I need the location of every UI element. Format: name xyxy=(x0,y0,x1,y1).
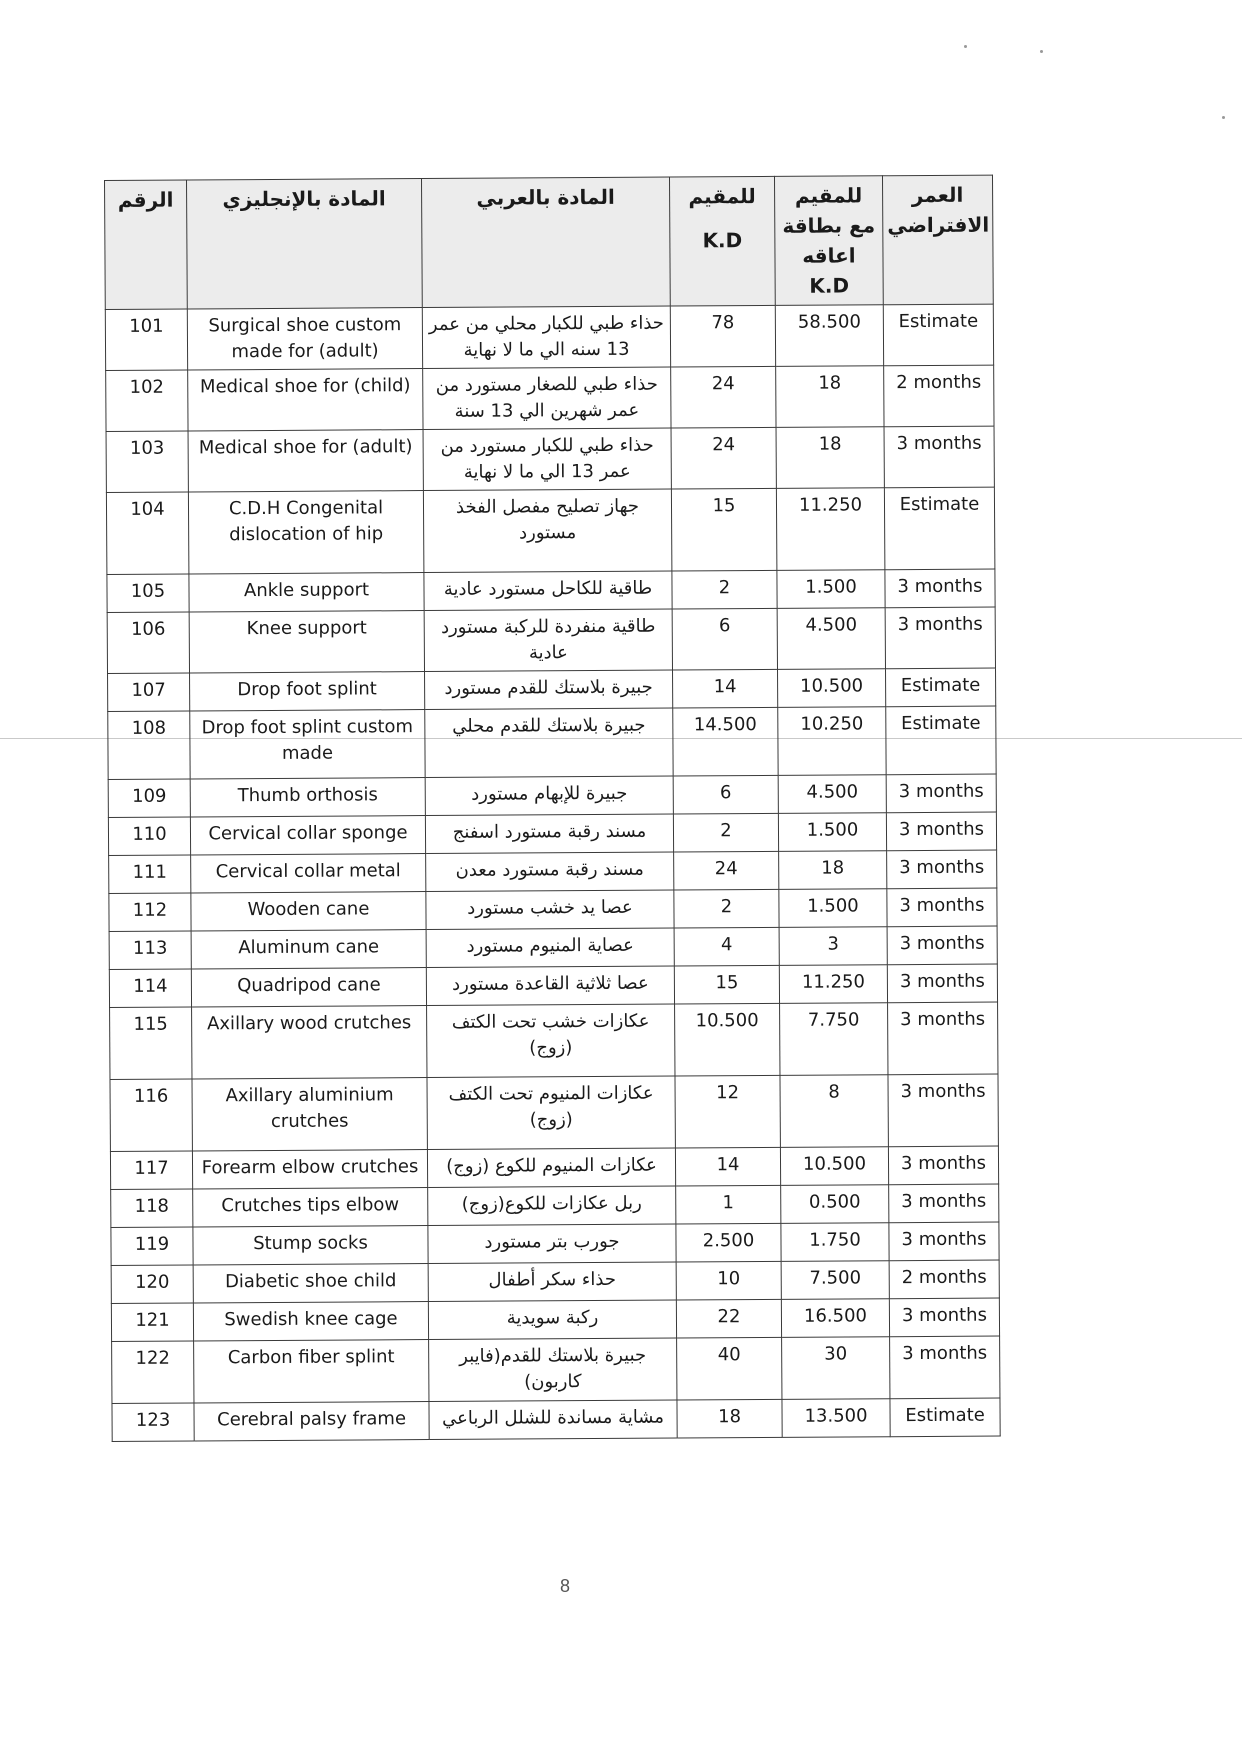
table-row xyxy=(107,569,995,612)
item-arabic-name: طاقية للكاحل مستورد عادية xyxy=(424,571,672,611)
table-row xyxy=(111,1184,999,1227)
row-number: 111 xyxy=(109,855,191,894)
item-arabic-name: عصا ثلاثية القاعدة مستورد xyxy=(426,966,674,1006)
item-arabic-name: حذاء سكر أطفال xyxy=(428,1262,676,1302)
resident-price: 2 xyxy=(673,813,778,852)
item-english-name: Axillary wood crutches xyxy=(192,1006,427,1079)
resident-price: 24 xyxy=(671,427,776,489)
resident-price: 10.500 xyxy=(675,1003,780,1076)
lifespan-value: Estimate xyxy=(883,304,993,366)
row-number: 121 xyxy=(111,1303,193,1342)
lifespan-value: 3 months xyxy=(888,1146,998,1185)
lifespan-value: 3 months xyxy=(884,426,994,488)
lifespan-value: 3 months xyxy=(885,607,995,669)
item-english-name: Stump socks xyxy=(193,1226,428,1265)
lifespan-value: Estimate xyxy=(890,1398,1000,1437)
lifespan-value: 3 months xyxy=(889,1222,999,1261)
table-row xyxy=(106,426,994,492)
resident-price: 15 xyxy=(671,488,776,571)
resident-price: 15 xyxy=(674,965,779,1004)
disability-card-price: 0.500 xyxy=(781,1185,889,1224)
lifespan-value: 3 months xyxy=(886,774,996,813)
row-number: 120 xyxy=(111,1265,193,1304)
header-english: المادة بالإنجليزي xyxy=(187,179,423,309)
item-arabic-name: عكازات المنيوم تحت الكتف (زوج) xyxy=(427,1076,675,1150)
item-arabic-name: جبيرة بلاستك للقدم مستورد xyxy=(425,670,673,710)
row-number: 108 xyxy=(108,711,190,779)
item-arabic-name: جورب بتر مستورد xyxy=(428,1224,676,1264)
disability-card-price: 7.500 xyxy=(781,1261,889,1300)
item-english-name: Drop foot splint custom made xyxy=(190,710,425,779)
table-header-row xyxy=(105,175,994,309)
disability-card-price: 10.500 xyxy=(780,1147,888,1186)
table-row xyxy=(107,607,995,673)
lifespan-value: 3 months xyxy=(889,1184,999,1223)
header-disability-price: للمقيم مع بطاقة اعاقه K.D xyxy=(774,176,883,306)
item-arabic-name: عكازات المنيوم للكوع (زوج) xyxy=(427,1148,675,1188)
lifespan-value: 3 months xyxy=(890,1336,1000,1399)
resident-price: 6 xyxy=(672,608,777,670)
table-row xyxy=(109,926,997,969)
resident-price: 1 xyxy=(676,1185,781,1224)
lifespan-value: Estimate xyxy=(886,668,996,707)
row-number: 105 xyxy=(107,574,189,613)
resident-price: 14 xyxy=(673,669,778,708)
header-num: الرقم xyxy=(105,180,188,309)
item-english-name: Forearm elbow crutches xyxy=(192,1150,427,1189)
lifespan-value: 3 months xyxy=(887,926,997,965)
resident-price: 14.500 xyxy=(673,707,778,776)
row-number: 109 xyxy=(108,779,190,818)
lifespan-value: Estimate xyxy=(886,706,996,775)
item-arabic-name: مشاية مساندة للشلل الرباعي xyxy=(429,1400,677,1440)
header-lifespan: العمر الافتراضي xyxy=(882,175,993,305)
resident-price: 12 xyxy=(675,1075,780,1148)
disability-card-price: 58.500 xyxy=(775,305,883,367)
lifespan-value: 3 months xyxy=(889,1298,999,1337)
item-arabic-name: عصا يد خشب مستورد xyxy=(426,890,674,930)
item-english-name: Cervical collar sponge xyxy=(190,816,425,855)
table-row xyxy=(111,1260,999,1303)
row-number: 101 xyxy=(105,309,187,370)
table-row xyxy=(110,1074,998,1151)
lifespan-value: 2 months xyxy=(889,1260,999,1299)
resident-price: 22 xyxy=(676,1299,781,1338)
disability-card-price: 1.500 xyxy=(778,813,886,852)
row-number: 123 xyxy=(112,1403,194,1442)
disability-card-price: 8 xyxy=(780,1075,888,1148)
item-english-name: Axillary aluminium crutches xyxy=(192,1078,427,1151)
disability-card-price: 1.500 xyxy=(777,570,885,609)
resident-price: 24 xyxy=(671,366,776,428)
row-number: 119 xyxy=(111,1227,193,1266)
item-arabic-name: حذاء طبي للصغار مستورد من عمر شهرين الي 13 سنة xyxy=(423,367,671,430)
item-arabic-name: عكازات خشب تحت الكتف (زوج) xyxy=(427,1004,675,1078)
row-number: 116 xyxy=(110,1079,192,1151)
item-english-name: Cervical collar metal xyxy=(191,854,426,893)
disability-card-price: 11.250 xyxy=(779,965,887,1004)
table-row xyxy=(108,668,996,711)
item-english-name: Medical shoe for (child) xyxy=(188,369,423,431)
resident-price: 4 xyxy=(674,927,779,966)
item-english-name: Quadripod cane xyxy=(191,968,426,1007)
lifespan-value: 3 months xyxy=(888,1002,998,1075)
table-row xyxy=(108,812,996,855)
table-row xyxy=(111,1298,999,1341)
row-number: 103 xyxy=(106,431,188,492)
disability-card-price: 10.250 xyxy=(778,707,886,776)
table-row xyxy=(109,888,997,931)
item-english-name: Drop foot splint xyxy=(190,672,425,711)
lifespan-value: 3 months xyxy=(885,569,995,608)
disability-card-price: 18 xyxy=(779,851,887,890)
item-english-name: Carbon fiber splint xyxy=(194,1340,429,1403)
disability-card-price: 4.500 xyxy=(778,775,886,814)
resident-price: 2.500 xyxy=(676,1223,781,1262)
disability-card-price: 1.500 xyxy=(779,889,887,928)
disability-card-price: 10.500 xyxy=(778,669,886,708)
table-row xyxy=(105,304,993,370)
resident-price: 78 xyxy=(670,305,775,367)
row-number: 107 xyxy=(108,673,190,712)
disability-card-price: 3 xyxy=(779,927,887,966)
item-arabic-name: حذاء طبي للكبار محلي من عمر 13 سنه الي ما لا نهاية xyxy=(422,306,670,369)
lifespan-value: 3 months xyxy=(887,850,997,889)
item-english-name: C.D.H Congenital dislocation of hip xyxy=(188,491,423,574)
row-number: 115 xyxy=(110,1007,192,1079)
item-english-name: Medical shoe for (adult) xyxy=(188,430,423,492)
resident-price: 40 xyxy=(677,1337,782,1400)
item-arabic-name: عصاية المنيوم مستورد xyxy=(426,928,674,968)
table-row xyxy=(108,774,996,817)
item-english-name: Thumb orthosis xyxy=(190,778,425,817)
item-arabic-name: مسند رقبة مستورد اسفنج xyxy=(425,814,673,854)
row-number: 104 xyxy=(106,492,188,574)
item-english-name: Ankle support xyxy=(189,573,424,612)
resident-price: 10 xyxy=(676,1261,781,1300)
table-row xyxy=(106,365,994,431)
item-english-name: Wooden cane xyxy=(191,892,426,931)
lifespan-value: 3 months xyxy=(886,812,996,851)
page-number: 8 xyxy=(559,1576,570,1596)
lifespan-value: 3 months xyxy=(887,888,997,927)
disability-card-price: 4.500 xyxy=(777,608,885,670)
lifespan-value: 2 months xyxy=(884,365,994,427)
row-number: 106 xyxy=(107,612,189,673)
row-number: 110 xyxy=(108,817,190,856)
table-row xyxy=(108,706,996,779)
resident-price: 2 xyxy=(672,570,777,609)
table-row xyxy=(109,964,997,1007)
table-body xyxy=(105,304,1000,1441)
row-number: 117 xyxy=(110,1151,192,1190)
item-english-name: Crutches tips elbow xyxy=(193,1188,428,1227)
item-english-name: Surgical shoe custom made for (adult) xyxy=(187,308,422,370)
disability-card-price: 18 xyxy=(776,427,884,489)
row-number: 102 xyxy=(106,370,188,431)
table-row xyxy=(109,850,997,893)
table-row xyxy=(112,1398,1000,1441)
item-arabic-name: جبيرة بلاستك للقدم محلي xyxy=(425,708,673,778)
resident-price: 14 xyxy=(675,1147,780,1186)
item-arabic-name: جبيرة بلاستك للقدم(فايبر كاربون) xyxy=(429,1338,677,1402)
table-row xyxy=(110,1002,998,1079)
scan-speck xyxy=(1040,50,1043,53)
disability-card-price: 11.250 xyxy=(776,488,884,571)
row-number: 118 xyxy=(111,1189,193,1228)
table-row xyxy=(106,487,994,574)
table-row xyxy=(112,1336,1000,1403)
item-arabic-name: مسند رقبة مستورد معدن xyxy=(426,852,674,892)
disability-card-price: 13.500 xyxy=(782,1399,890,1438)
disability-card-price: 30 xyxy=(782,1337,890,1400)
price-list-table xyxy=(104,175,1001,1442)
item-arabic-name: ربل عكازات للكوع(زوج) xyxy=(428,1186,676,1226)
lifespan-value: 3 months xyxy=(888,1074,998,1147)
item-arabic-name: طاقية منفردة للركبة مستورد عادية xyxy=(424,609,672,672)
item-english-name: Swedish knee cage xyxy=(193,1302,428,1341)
item-english-name: Diabetic shoe child xyxy=(193,1264,428,1303)
scan-speck xyxy=(964,45,967,48)
item-english-name: Aluminum cane xyxy=(191,930,426,969)
row-number: 113 xyxy=(109,931,191,970)
row-number: 122 xyxy=(112,1341,194,1403)
resident-price: 6 xyxy=(673,775,778,814)
item-english-name: Knee support xyxy=(189,611,424,673)
scan-speck xyxy=(1222,116,1225,119)
row-number: 114 xyxy=(109,969,191,1008)
resident-price: 18 xyxy=(677,1399,782,1438)
item-arabic-name: ركبة سويدية xyxy=(428,1300,676,1340)
header-resident-price: للمقيم K.D xyxy=(669,176,775,306)
table-row xyxy=(110,1146,998,1189)
disability-card-price: 18 xyxy=(776,366,884,428)
item-arabic-name: جهاز تصليح مفصل الفخذ مستورد xyxy=(423,489,671,573)
item-arabic-name: حذاء طبي للكبار مستورد من عمر 13 الي ما لا نهاية xyxy=(423,428,671,491)
resident-price: 2 xyxy=(674,889,779,928)
lifespan-value: 3 months xyxy=(887,964,997,1003)
item-english-name: Cerebral palsy frame xyxy=(194,1402,429,1441)
disability-card-price: 7.750 xyxy=(780,1003,888,1076)
item-arabic-name: جبيرة للإبهام مستورد xyxy=(425,776,673,816)
row-number: 112 xyxy=(109,893,191,932)
header-arabic: المادة بالعربي xyxy=(421,177,670,308)
table-row xyxy=(111,1222,999,1265)
disability-card-price: 1.750 xyxy=(781,1223,889,1262)
lifespan-value: Estimate xyxy=(884,487,994,570)
resident-price: 24 xyxy=(674,851,779,890)
disability-card-price: 16.500 xyxy=(781,1299,889,1338)
